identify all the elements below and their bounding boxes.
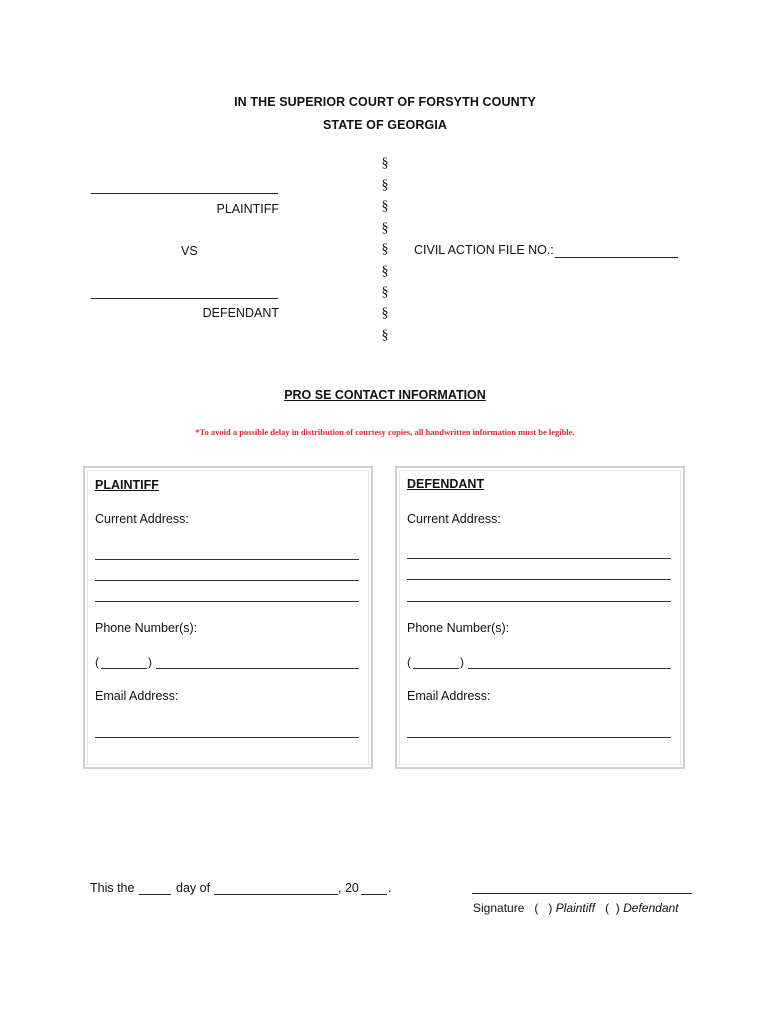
section-mark: §	[381, 242, 389, 257]
plaintiff-option-label: Plaintiff	[555, 901, 596, 915]
plaintiff-address-line[interactable]	[95, 580, 359, 581]
date-prefix: This the	[90, 881, 135, 895]
day-of-label: day of	[176, 881, 211, 895]
defendant-email-line[interactable]	[407, 737, 671, 738]
defendant-address-line[interactable]	[407, 579, 671, 580]
plaintiff-phone-label: Phone Number(s):	[95, 621, 198, 635]
section-mark: §	[381, 328, 389, 343]
section-mark: §	[381, 221, 389, 236]
plaintiff-area-code-line[interactable]	[101, 668, 147, 669]
section-mark: §	[381, 285, 389, 300]
section-mark: §	[381, 178, 389, 193]
plaintiff-address-line[interactable]	[95, 601, 359, 602]
plaintiff-contact-box	[83, 466, 373, 769]
plaintiff-area-code-open: (	[95, 655, 99, 669]
signature-line[interactable]	[472, 893, 692, 894]
state-heading: STATE OF GEORGIA	[322, 118, 448, 132]
defendant-area-code-close: )	[460, 655, 464, 669]
defendant-address-label: Current Address:	[407, 512, 501, 526]
defendant-label: DEFENDANT	[202, 306, 279, 320]
defendant-box-title: DEFENDANT	[407, 477, 485, 491]
section-mark: §	[381, 199, 389, 214]
civil-action-number-line[interactable]	[555, 257, 678, 258]
plaintiff-phone-line[interactable]	[156, 668, 359, 669]
defendant-area-code-open: (	[407, 655, 411, 669]
defendant-phone-line[interactable]	[468, 668, 671, 669]
date-period: .	[388, 881, 392, 895]
defendant-email-label: Email Address:	[407, 689, 491, 703]
plaintiff-address-label: Current Address:	[95, 512, 189, 526]
plaintiff-label: PLAINTIFF	[216, 202, 279, 216]
versus-label: VS	[181, 244, 198, 258]
plaintiff-box-title: PLAINTIFF	[95, 478, 159, 492]
section-mark: §	[381, 264, 389, 279]
defendant-address-line[interactable]	[407, 601, 671, 602]
legibility-notice: *To avoid a possible delay in distribution of courtesy copies, all handwritten information must be legible.	[195, 427, 575, 437]
plaintiff-checkbox[interactable]: ( )	[534, 901, 553, 915]
form-title: PRO SE CONTACT INFORMATION	[284, 388, 486, 402]
day-number-line[interactable]	[139, 894, 171, 895]
section-mark: §	[381, 156, 389, 171]
year-prefix: , 20	[338, 881, 359, 895]
defendant-address-line[interactable]	[407, 558, 671, 559]
defendant-checkbox[interactable]: ( )	[605, 901, 620, 915]
signature-block	[473, 901, 679, 915]
defendant-name-line[interactable]	[91, 298, 278, 299]
plaintiff-email-line[interactable]	[95, 737, 359, 738]
defendant-phone-label: Phone Number(s):	[407, 621, 510, 635]
plaintiff-address-line[interactable]	[95, 559, 359, 560]
defendant-area-code-line[interactable]	[413, 668, 459, 669]
defendant-contact-box	[395, 466, 685, 769]
year-line[interactable]	[361, 894, 387, 895]
plaintiff-area-code-close: )	[148, 655, 152, 669]
signature-label: Signature	[473, 901, 525, 915]
court-heading: IN THE SUPERIOR COURT OF FORSYTH COUNTY	[234, 95, 536, 109]
defendant-option-label: Defendant	[623, 901, 679, 915]
plaintiff-name-line[interactable]	[91, 193, 278, 194]
civil-action-label: CIVIL ACTION FILE NO.:	[414, 243, 554, 257]
plaintiff-email-label: Email Address:	[95, 689, 179, 703]
section-mark: §	[381, 306, 389, 321]
month-line[interactable]	[214, 894, 338, 895]
